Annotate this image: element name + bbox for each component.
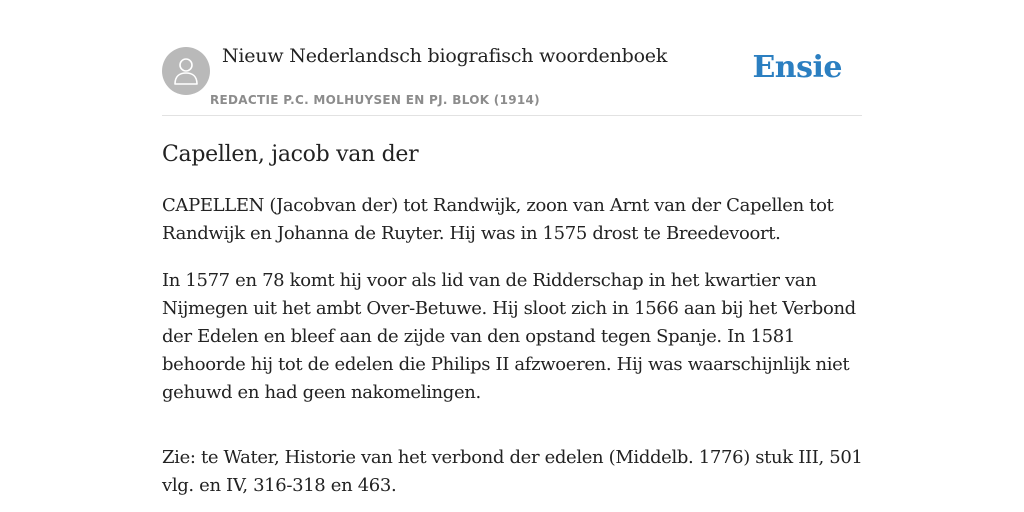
book-title[interactable]: Nieuw Nederlandsch biografisch woordenboek bbox=[222, 45, 668, 67]
avatar[interactable] bbox=[162, 47, 210, 95]
header bbox=[162, 0, 862, 116]
article-paragraph: CAPELLEN (Jacobvan der) tot Randwijk, zoon van Arnt van der Capellen tot Randwijk en Johanna de Ruyter. Hij was in 1575 drost te Breedevoort. bbox=[162, 195, 834, 244]
editor-line: REDACTIE P.C. MOLHUYSEN EN PJ. BLOK (1914) bbox=[210, 93, 540, 107]
user-icon bbox=[172, 56, 200, 86]
article bbox=[162, 140, 864, 512]
ensie-logo[interactable]: Ensie bbox=[752, 50, 842, 85]
article-title: Capellen, jacob van der bbox=[162, 142, 419, 167]
article-paragraph: In 1577 en 78 komt hij voor als lid van de Ridderschap in het kwartier van Nijmegen uit het ambt Over-Betuwe. Hij sloot zich in 1566 aan bij het Verbond der Edelen en bleef aan de zijde van den opstand tegen Spanje. In 1581 behoorde hij tot de edelen die Philips II afzwoeren. Hij was waarschijnlijk niet gehuwd en had geen nakomelingen. bbox=[162, 270, 856, 403]
article-reference: Zie: te Water, Historie van het verbond der edelen (Middelb. 1776) stuk III, 501 vlg. en IV, 316-318 en 463. bbox=[162, 447, 863, 496]
